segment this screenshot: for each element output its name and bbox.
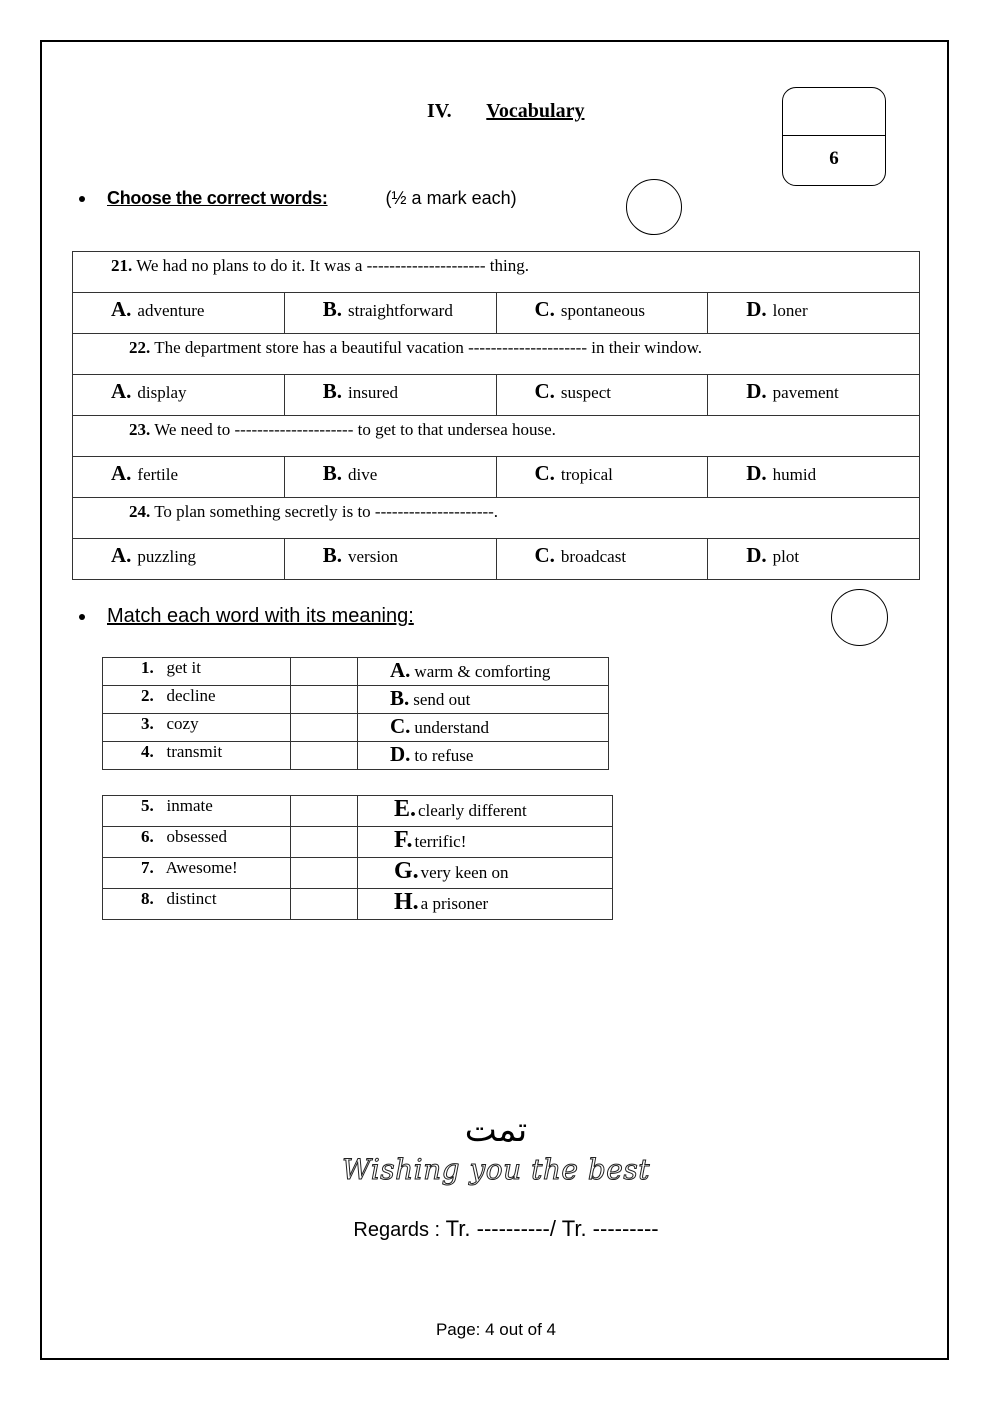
option-text: straightforward bbox=[348, 301, 453, 320]
match-word: inmate bbox=[166, 796, 213, 815]
match-table-1 bbox=[102, 657, 609, 770]
option-letter: C. bbox=[534, 297, 555, 321]
option-letter: D. bbox=[746, 379, 767, 403]
match-word-cell bbox=[103, 796, 291, 827]
option-text: broadcast bbox=[560, 547, 627, 566]
section-number: IV. bbox=[427, 100, 452, 122]
answer-blank[interactable] bbox=[291, 889, 358, 920]
match-meaning-cell bbox=[358, 714, 609, 742]
match-row bbox=[103, 658, 609, 686]
page-number: Page: 4 out of 4 bbox=[435, 1320, 557, 1339]
answer-option[interactable] bbox=[73, 457, 285, 498]
options-row bbox=[73, 375, 920, 416]
mcq-table bbox=[72, 251, 920, 580]
answer-option[interactable] bbox=[708, 457, 920, 498]
question-text-cell bbox=[73, 334, 920, 375]
option-letter: D. bbox=[746, 543, 767, 567]
options-row bbox=[73, 539, 920, 580]
answer-option[interactable] bbox=[284, 375, 496, 416]
question-text: To plan something secretly is to ---------------------. bbox=[154, 502, 499, 521]
match-row bbox=[103, 714, 609, 742]
question-number: 22. bbox=[129, 338, 151, 357]
word-number: 3. bbox=[141, 714, 154, 733]
option-letter: B. bbox=[322, 461, 343, 485]
match-meaning-cell bbox=[358, 858, 613, 889]
bullet-icon bbox=[79, 196, 85, 202]
wishing-text: Wishing you the best bbox=[342, 1153, 650, 1186]
match-meaning: a prisoner bbox=[420, 894, 489, 913]
match-word-cell bbox=[103, 858, 291, 889]
option-text: spontaneous bbox=[560, 301, 645, 320]
question-row bbox=[73, 498, 920, 539]
match-meaning: very keen on bbox=[420, 863, 509, 882]
match-word: get it bbox=[166, 658, 201, 677]
match-meaning-cell bbox=[358, 742, 609, 770]
answer-option[interactable] bbox=[73, 293, 285, 334]
match-label: Match each word with its meaning: bbox=[107, 605, 414, 627]
option-letter: B. bbox=[322, 379, 343, 403]
match-row bbox=[103, 827, 613, 858]
bullet-icon bbox=[79, 614, 85, 620]
question-text-cell bbox=[73, 416, 920, 457]
match-meaning: warm & comforting bbox=[414, 662, 551, 681]
score-box bbox=[782, 87, 886, 186]
answer-option[interactable] bbox=[708, 293, 920, 334]
option-letter: A. bbox=[111, 543, 132, 567]
word-number: 7. bbox=[141, 858, 154, 877]
option-letter: D. bbox=[746, 461, 767, 485]
match-meaning-cell bbox=[358, 796, 613, 827]
match-word: obsessed bbox=[166, 827, 227, 846]
match-word: Awesome! bbox=[165, 858, 238, 877]
match-word: distinct bbox=[166, 889, 217, 908]
word-number: 1. bbox=[141, 658, 154, 677]
score-circle-choose bbox=[626, 179, 682, 235]
match-word: cozy bbox=[166, 714, 199, 733]
meaning-letter: A. bbox=[390, 658, 411, 682]
question-text: We need to --------------------- to get to that undersea house. bbox=[154, 420, 556, 439]
word-number: 6. bbox=[141, 827, 154, 846]
option-text: plot bbox=[772, 547, 800, 566]
answer-option[interactable] bbox=[496, 457, 708, 498]
option-text: insured bbox=[348, 383, 399, 402]
match-meaning: clearly different bbox=[418, 801, 527, 820]
answer-blank[interactable] bbox=[291, 742, 358, 770]
answer-blank[interactable] bbox=[291, 686, 358, 714]
question-text: We had no plans to do it. It was a --------------------- thing. bbox=[136, 256, 529, 275]
option-letter: B. bbox=[322, 297, 343, 321]
choose-label: Choose the correct words: bbox=[107, 188, 328, 208]
question-number: 21. bbox=[111, 256, 133, 275]
marks-note: (½ a mark each) bbox=[385, 188, 517, 208]
match-row bbox=[103, 686, 609, 714]
match-word-cell bbox=[103, 658, 291, 686]
word-number: 2. bbox=[141, 686, 154, 705]
section-title: Vocabulary bbox=[486, 100, 585, 122]
option-text: version bbox=[348, 547, 399, 566]
regards-label: Regards : bbox=[353, 1219, 446, 1241]
option-letter: D. bbox=[746, 297, 767, 321]
options-row bbox=[73, 293, 920, 334]
word-number: 4. bbox=[141, 742, 154, 761]
match-word: transmit bbox=[166, 742, 223, 761]
question-number: 24. bbox=[129, 502, 151, 521]
match-row bbox=[103, 889, 613, 920]
option-letter: B. bbox=[322, 543, 343, 567]
match-meaning-cell bbox=[358, 827, 613, 858]
answer-blank[interactable] bbox=[291, 796, 358, 827]
option-text: display bbox=[137, 383, 187, 402]
option-letter: C. bbox=[534, 379, 555, 403]
match-row bbox=[103, 858, 613, 889]
match-meaning: send out bbox=[413, 690, 471, 709]
match-meaning: terrific! bbox=[414, 832, 467, 851]
option-letter: A. bbox=[111, 379, 132, 403]
choose-instruction bbox=[79, 188, 517, 209]
section-heading bbox=[427, 100, 584, 123]
question-text-cell bbox=[73, 498, 920, 539]
match-instruction bbox=[79, 605, 414, 628]
match-meaning-cell bbox=[358, 686, 609, 714]
answer-option[interactable] bbox=[496, 293, 708, 334]
meaning-letter: C. bbox=[390, 714, 411, 738]
option-text: humid bbox=[772, 465, 817, 484]
meaning-letter: E. bbox=[394, 796, 417, 822]
meaning-letter: H. bbox=[394, 889, 419, 915]
answer-option[interactable] bbox=[284, 457, 496, 498]
question-row bbox=[73, 334, 920, 375]
option-letter: A. bbox=[111, 461, 132, 485]
answer-option[interactable] bbox=[284, 539, 496, 580]
meaning-letter: F. bbox=[394, 827, 413, 853]
answer-option[interactable] bbox=[496, 539, 708, 580]
match-word-cell bbox=[103, 686, 291, 714]
question-row bbox=[73, 416, 920, 457]
question-number: 23. bbox=[129, 420, 151, 439]
question-row bbox=[73, 252, 920, 293]
match-meaning-cell bbox=[358, 658, 609, 686]
meaning-letter: B. bbox=[390, 686, 410, 710]
match-word-cell bbox=[103, 889, 291, 920]
match-word-cell bbox=[103, 742, 291, 770]
match-row bbox=[103, 796, 613, 827]
option-letter: C. bbox=[534, 461, 555, 485]
answer-blank[interactable] bbox=[291, 858, 358, 889]
answer-option[interactable] bbox=[73, 375, 285, 416]
meaning-letter: D. bbox=[390, 742, 411, 766]
match-meaning-cell bbox=[358, 889, 613, 920]
match-meaning: understand bbox=[414, 718, 490, 737]
regards-line bbox=[0, 1216, 992, 1242]
option-text: puzzling bbox=[137, 547, 196, 566]
score-divider bbox=[783, 135, 885, 136]
question-text-cell bbox=[73, 252, 920, 293]
option-text: loner bbox=[772, 301, 808, 320]
match-word-cell bbox=[103, 714, 291, 742]
option-text: tropical bbox=[560, 465, 613, 484]
answer-blank[interactable] bbox=[291, 714, 358, 742]
question-text: The department store has a beautiful vacation --------------------- in their window. bbox=[154, 338, 703, 357]
word-number: 5. bbox=[141, 796, 154, 815]
option-letter: C. bbox=[534, 543, 555, 567]
arabic-closing: تمت bbox=[464, 1110, 528, 1150]
score-circle-match bbox=[831, 589, 888, 646]
word-number: 8. bbox=[141, 889, 154, 908]
option-text: pavement bbox=[772, 383, 839, 402]
match-meaning: to refuse bbox=[414, 746, 474, 765]
match-table-2 bbox=[102, 795, 613, 920]
match-row bbox=[103, 742, 609, 770]
option-letter: A. bbox=[111, 297, 132, 321]
answer-option[interactable] bbox=[708, 539, 920, 580]
regards-teachers: Tr. ----------/ Tr. --------- bbox=[445, 1216, 659, 1241]
match-word-cell bbox=[103, 827, 291, 858]
meaning-letter: G. bbox=[394, 858, 419, 884]
score-total: 6 bbox=[829, 148, 839, 169]
option-text: fertile bbox=[137, 465, 179, 484]
option-text: suspect bbox=[560, 383, 611, 402]
answer-blank[interactable] bbox=[291, 658, 358, 686]
answer-option[interactable] bbox=[284, 293, 496, 334]
option-text: dive bbox=[348, 465, 378, 484]
answer-option[interactable] bbox=[73, 539, 285, 580]
answer-option[interactable] bbox=[708, 375, 920, 416]
options-row bbox=[73, 457, 920, 498]
match-word: decline bbox=[166, 686, 216, 705]
answer-blank[interactable] bbox=[291, 827, 358, 858]
answer-option[interactable] bbox=[496, 375, 708, 416]
option-text: adventure bbox=[137, 301, 205, 320]
